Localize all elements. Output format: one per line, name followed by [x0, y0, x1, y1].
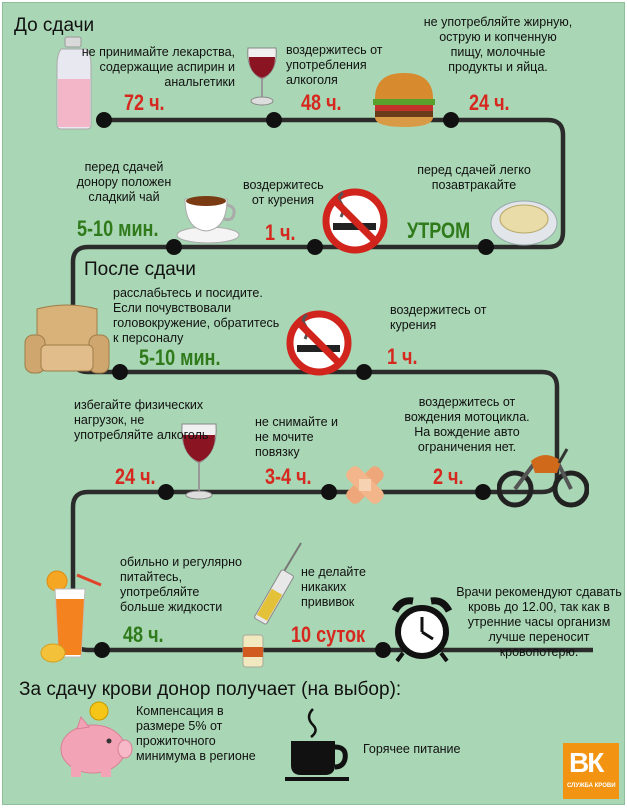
after-item-3-value: 2 ч.	[433, 464, 464, 489]
juice-glass-icon	[39, 569, 103, 667]
after-item-2-value: 1 ч.	[387, 344, 418, 369]
before-item-3-text: не употребляйте жирную, острую и копченную пищу, молочные продукты и яйца.	[423, 15, 573, 74]
after-item-3-text: воздержитесь от вождения мотоцикла. На вождение авто ограничения нет.	[404, 395, 530, 454]
before-item-3-value: 24 ч.	[469, 90, 510, 115]
blood-service-logo	[563, 743, 619, 799]
before-item-1-text: не принимайте лекарства, содержащие аспирин и анальгетики	[81, 45, 235, 89]
piggy-bank-icon	[55, 699, 135, 781]
clock-note: Врачи рекомендуют сдавать кровь до 12.00, так как в утренние часы организм лучше переносит кровопотерю.	[456, 585, 622, 659]
reward-2-text: Горячее питание	[363, 742, 461, 756]
infographic-page	[2, 2, 625, 805]
after-item-7-text: не делайте никаких прививок	[301, 565, 366, 609]
after-item-5-text: избегайте физических нагрузок, не употребляйте алкоголь	[74, 398, 209, 442]
armchair-icon	[21, 301, 113, 381]
after-item-6-text: обильно и регулярно питайтесь, употребляйте больше жидкости	[120, 555, 242, 614]
after-item-1-value: 5-10 мин.	[139, 345, 221, 370]
before-item-2-value: 48 ч.	[301, 90, 342, 115]
porridge-bowl-icon	[489, 197, 559, 249]
after-item-6-value: 48 ч.	[123, 622, 164, 647]
title-before: До сдачи	[14, 15, 95, 36]
bandage-icon	[341, 461, 389, 509]
before-item-5-text: воздержитесь от курения	[243, 178, 324, 207]
before-item-4-value: УТРОМ	[407, 218, 471, 243]
after-item-2-text: воздержитесь от курения	[390, 303, 487, 332]
syringe-icon	[237, 539, 307, 673]
no-smoking-icon-2	[285, 309, 353, 377]
logo-subtitle: СЛУЖБА КРОВИ	[567, 783, 616, 789]
coffee-cup-icon	[283, 705, 363, 785]
reward-1-text: Компенсация в размере 5% от прожиточного минимума в регионе	[136, 704, 256, 763]
tea-cup-icon	[175, 189, 241, 245]
after-item-7-value: 10 суток	[291, 622, 366, 647]
before-item-5-value: 1 ч.	[265, 220, 296, 245]
title-after: После сдачи	[84, 259, 196, 280]
after-item-4-value: 3-4 ч.	[265, 464, 312, 489]
after-item-5-value: 24 ч.	[115, 464, 156, 489]
before-item-6-value: 5-10 мин.	[77, 216, 159, 241]
before-item-6-text: перед сдачей донору положен сладкий чай	[76, 160, 172, 204]
burger-icon	[369, 69, 439, 131]
before-item-4-text: перед сдачей легко позавтракайте	[417, 163, 531, 192]
before-item-2-text: воздержитесь от употребления алкоголя	[286, 43, 383, 87]
logo-letters: ВК	[569, 747, 603, 778]
alarm-clock-icon	[387, 595, 457, 663]
no-smoking-icon	[321, 187, 389, 255]
wine-glass-icon	[245, 45, 279, 107]
after-item-4-text: не снимайте и не мочите повязку	[255, 415, 338, 459]
before-item-1-value: 72 ч.	[124, 90, 165, 115]
after-item-1-text: расслабьтесь и посидите. Если почувствовали головокружение, обратитесь к персоналу	[113, 286, 280, 345]
title-reward: За сдачу крови донор получает (на выбор):	[19, 679, 402, 700]
